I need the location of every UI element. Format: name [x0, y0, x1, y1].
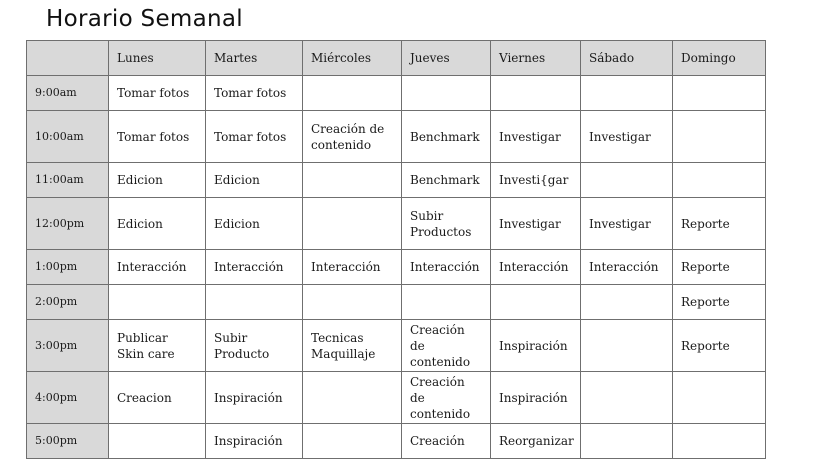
schedule-cell: Reorganizar	[491, 424, 581, 459]
schedule-cell	[109, 285, 206, 320]
weekly-schedule-table	[26, 40, 766, 459]
time-cell: 4:00pm	[27, 372, 109, 424]
schedule-cell: Tomar fotos	[109, 111, 206, 163]
schedule-cell: Interacción	[581, 250, 673, 285]
schedule-cell: Edicion	[206, 163, 303, 198]
table-row	[27, 250, 766, 285]
schedule-cell: Creación de contenido	[402, 320, 491, 372]
time-cell: 5:00pm	[27, 424, 109, 459]
day-header-miercoles: Miércoles	[303, 41, 402, 76]
schedule-cell: Subir Producto	[206, 320, 303, 372]
schedule-cell: Interacción	[491, 250, 581, 285]
table-row	[27, 424, 766, 459]
schedule-cell: Edicion	[109, 198, 206, 250]
day-header-martes: Martes	[206, 41, 303, 76]
schedule-cell: Tomar fotos	[206, 76, 303, 111]
day-header-lunes: Lunes	[109, 41, 206, 76]
day-header-sabado: Sábado	[581, 41, 673, 76]
schedule-cell	[581, 285, 673, 320]
schedule-cell	[303, 163, 402, 198]
time-cell: 1:00pm	[27, 250, 109, 285]
schedule-cell	[109, 424, 206, 459]
schedule-cell: Reporte	[673, 250, 766, 285]
header-row	[27, 41, 766, 76]
day-header-viernes: Viernes	[491, 41, 581, 76]
schedule-cell	[581, 76, 673, 111]
schedule-cell: Edicion	[206, 198, 303, 250]
schedule-cell: Inspiración	[491, 372, 581, 424]
schedule-cell	[303, 372, 402, 424]
schedule-cell	[303, 76, 402, 111]
schedule-cell: Creación de contenido	[303, 111, 402, 163]
schedule-cell: Edicion	[109, 163, 206, 198]
page-title: Horario Semanal	[46, 6, 243, 32]
header-corner-cell	[27, 41, 109, 76]
schedule-cell: Investigar	[581, 111, 673, 163]
schedule-cell: Interacción	[206, 250, 303, 285]
schedule-cell: Creación	[402, 424, 491, 459]
schedule-cell: Interacción	[303, 250, 402, 285]
schedule-cell	[303, 285, 402, 320]
schedule-cell: Subir Productos	[402, 198, 491, 250]
time-cell: 3:00pm	[27, 320, 109, 372]
time-cell: 9:00am	[27, 76, 109, 111]
schedule-cell: Tecnicas Maquillaje	[303, 320, 402, 372]
schedule-cell	[673, 76, 766, 111]
schedule-cell: Investi{gar	[491, 163, 581, 198]
schedule-cell: Inspiración	[491, 320, 581, 372]
schedule-cell: Inspiración	[206, 372, 303, 424]
schedule-cell	[206, 285, 303, 320]
time-cell: 11:00am	[27, 163, 109, 198]
schedule-cell: Publicar Skin care	[109, 320, 206, 372]
schedule-cell: Interacción	[109, 250, 206, 285]
schedule-cell: Benchmark	[402, 163, 491, 198]
schedule-cell	[673, 372, 766, 424]
schedule-cell: Inspiración	[206, 424, 303, 459]
schedule-cell	[581, 320, 673, 372]
table-row	[27, 163, 766, 198]
schedule-cell: Interacción	[402, 250, 491, 285]
schedule-cell: Tomar fotos	[109, 76, 206, 111]
table-row	[27, 320, 766, 372]
schedule-cell: Benchmark	[402, 111, 491, 163]
schedule-cell: Tomar fotos	[206, 111, 303, 163]
schedule-cell	[581, 163, 673, 198]
table-row	[27, 111, 766, 163]
schedule-cell	[673, 163, 766, 198]
schedule-cell: Reporte	[673, 320, 766, 372]
schedule-cell	[303, 198, 402, 250]
schedule-cell: Investigar	[491, 198, 581, 250]
table-row	[27, 76, 766, 111]
schedule-cell	[581, 424, 673, 459]
time-cell: 2:00pm	[27, 285, 109, 320]
schedule-cell: Reporte	[673, 198, 766, 250]
table-row	[27, 285, 766, 320]
schedule-cell	[673, 424, 766, 459]
day-header-jueves: Jueves	[402, 41, 491, 76]
time-cell: 12:00pm	[27, 198, 109, 250]
schedule-cell	[402, 76, 491, 111]
day-header-domingo: Domingo	[673, 41, 766, 76]
schedule-cell: Reporte	[673, 285, 766, 320]
table-row	[27, 372, 766, 424]
schedule-cell: Creacion	[109, 372, 206, 424]
time-cell: 10:00am	[27, 111, 109, 163]
schedule-cell: Creación de contenido	[402, 372, 491, 424]
schedule-cell	[673, 111, 766, 163]
schedule-cell	[303, 424, 402, 459]
table-row	[27, 198, 766, 250]
schedule-cell	[402, 285, 491, 320]
schedule-cell: Investigar	[491, 111, 581, 163]
schedule-cell: Investigar	[581, 198, 673, 250]
schedule-cell	[491, 285, 581, 320]
schedule-cell	[581, 372, 673, 424]
schedule-cell	[491, 76, 581, 111]
